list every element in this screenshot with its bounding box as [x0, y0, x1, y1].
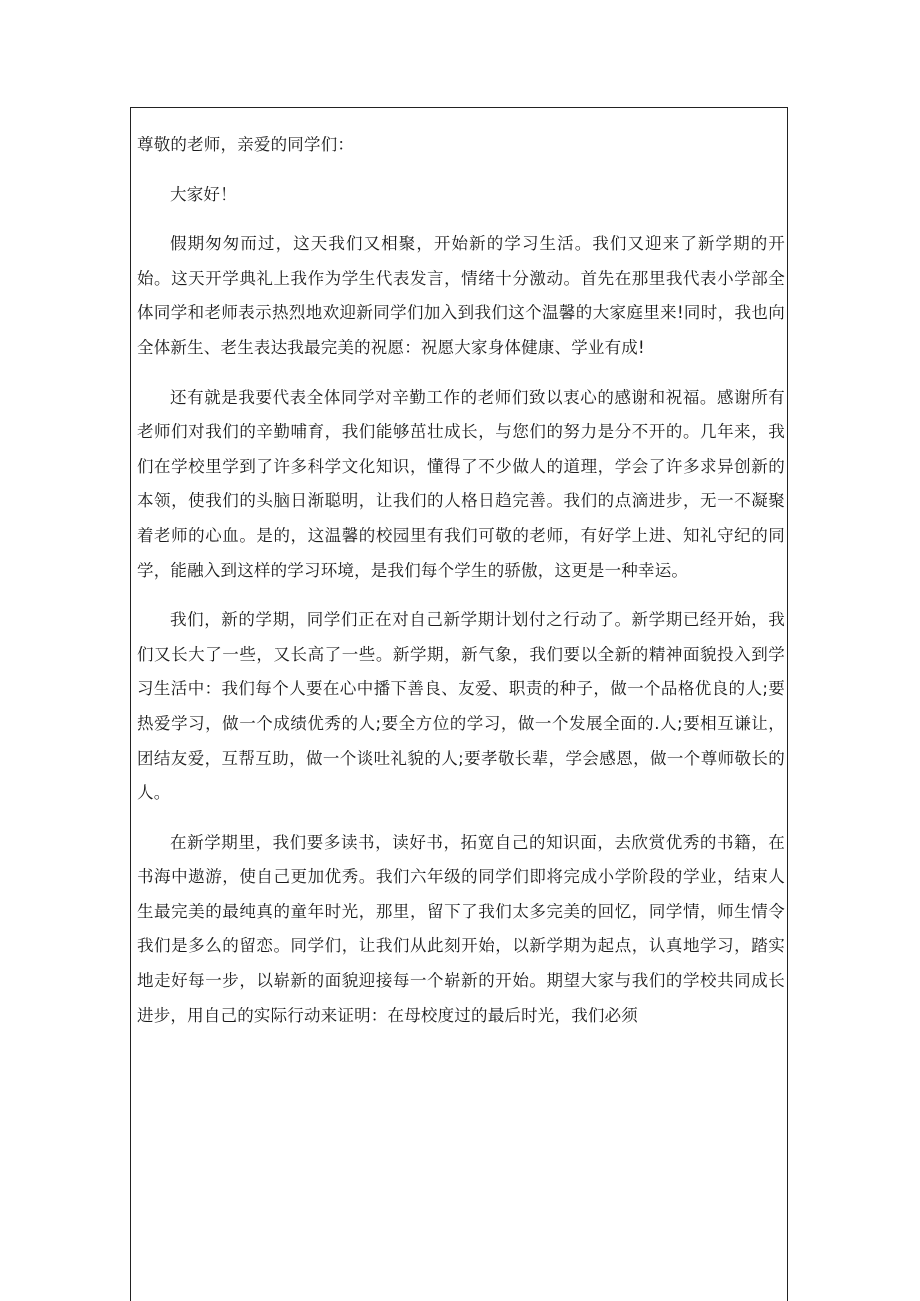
paragraph: 在新学期里，我们要多读书，读好书，拓宽自己的知识面，去欣赏优秀的书籍，在书海中遨游，使自己更加优秀。我们六年级的同学们即将完成小学阶段的学业，结束人生最完美的最纯真的童年时光，那里，留下了我们太多完美的回忆，同学情，师生情令我们是多么的留恋。同学们，让我们从此刻开始，以新学期为起点，认真地学习，踏实地走好每一步，以崭新的面貌迎接每一个崭新的开始。期望大家与我们的学校共同成长进步，用自己的实际行动来证明：在母校度过的最后时光，我们必须 [137, 832, 785, 1025]
paragraph: 假期匆匆而过，这天我们又相聚，开始新的学习生活。我们又迎来了新学期的开始。这天开学典礼上我作为学生代表发言，情绪十分激动。首先在那里我代表小学部全体同学和老师表示热烈地欢迎新同学们加入到我们这个温馨的大家庭里来!同时，我也向全体新生、老生表达我最完美的祝愿：祝愿大家身体健康、学业有成! [137, 234, 785, 357]
document-body [137, 128, 785, 1048]
salutation: 尊敬的老师，亲爱的同学们： [137, 135, 355, 154]
greeting: 大家好！ [170, 184, 237, 204]
paragraph: 还有就是我要代表全体同学对辛勤工作的老师们致以衷心的感谢和祝福。感谢所有老师们对我们的辛勤哺育，我们能够茁壮成长，与您们的努力是分不开的。几年来，我们在学校里学到了许多科学文化知识，懂得了不少做人的道理，学会了许多求异创新的本领，使我们的头脑日渐聪明，让我们的人格日趋完善。我们的点滴进步，无一不凝聚着老师的心血。是的，这温馨的校园里有我们可敬的老师，有好学上进、知礼守纪的同学，能融入到这样的学习环境，是我们每个学生的骄傲，这更是一种幸运。 [137, 387, 785, 580]
document-frame [130, 107, 788, 1301]
paragraph: 我们，新的学期，同学们正在对自己新学期计划付之行动了。新学期已经开始，我们又长大了一些，又长高了一些。新学期，新气象，我们要以全新的精神面貌投入到学习生活中：我们每个人要在心中播下善良、友爱、职责的种子，做一个品格优良的人;要热爱学习，做一个成绩优秀的人;要全方位的学习，做一个发展全面的.人;要相互谦让，团结友爱，互帮互助，做一个谈吐礼貌的人;要孝敬长辈，学会感恩，做一个尊师敬长的人。 [137, 610, 785, 803]
